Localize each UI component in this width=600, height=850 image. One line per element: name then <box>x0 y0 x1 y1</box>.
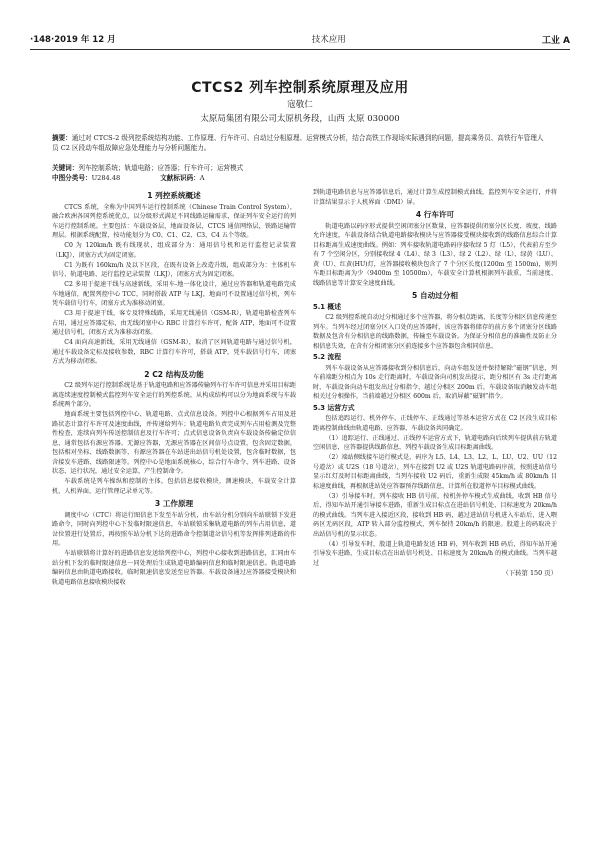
metadata <box>52 163 243 183</box>
affiliation: 太原局集团有限公司太原机务段，山西 太原 030000 <box>200 114 400 124</box>
abstract <box>52 133 548 153</box>
keywords-text: 列车控制系统；轨道电路；应答器；行车许可；运营模式 <box>78 164 244 172</box>
page-header <box>30 32 570 46</box>
right-subsection-heading: 5.3 运营方式 <box>313 403 355 412</box>
left-paragraph: C3 用于提速干线、客专及特殊线路，采用无线通信（GSM-R），轨道电路检查列车占用，通过应答器定标，由无线闭塞中心 RBC 计算行车许可，配备 ATP，地面可不设置通过信号机，闭塞方式为准移动闭塞。 <box>52 310 296 336</box>
clc-label: 中图分类号： <box>52 174 92 182</box>
keywords <box>52 163 243 173</box>
right-section-heading: 5 自动过分相 <box>412 291 458 300</box>
left-paragraph: C0 为 120km/h 既有线现状，组成部分为：通用信号机和运行监控记录装置（LKJ），闭塞方式为固定闭塞。 <box>52 242 296 259</box>
continued-note: （下转第 150 页） <box>502 568 557 577</box>
left-paragraph: C1 为既有 160km/h 及以下区段，在既有设备上改造升级，组成部分为：主体机车信号、轨道电路、运行监控记录装置（LKJ），闭塞方式为固定闭塞。 <box>52 261 296 278</box>
right-paragraph: 列车车载设备从应答器接收到分相信息后，向动车组发送并保持解除“磁钢”信息，列车前端距分相点为 10s 走行距离时，车载设备向司机发出提示，距分相区有 3s 走行距离时，车载设备向动车组发出过分相指令，越过分相区 200m 后，车载设备取消触发动车组相关过分相操作，当前端越过分相区 600m 后，取消屏蔽“磁钢”指令。 <box>313 364 557 400</box>
right-paragraph: 到轨道电路信息与应答器信息后，通过计算生成控制模式曲线，监控列车安全运行，并将计算结果显示于人机界面（DMI）屏。 <box>313 189 557 206</box>
left-section-heading: 1 列控系统概述 <box>147 191 201 200</box>
left-section-heading: 2 C2 结构及功能 <box>144 369 204 379</box>
right-subsection-heading: 5.1 概述 <box>313 302 342 311</box>
left-paragraph: C2 多用于提速干线与高速新线，采用车-地一体化设计，通过应答器和轨道电路完成车地通信，配置列控中心 TCC，同时搭载 ATP 与 LKJ，地面可不设置通过信号机，列车凭车载信号行车，闭塞方式为准移动闭塞。 <box>52 281 296 307</box>
paper-title: CTCS2 列车控制系统原理及应用 <box>191 80 409 96</box>
left-paragraph: CTCS 系统，全称为中国列车运行控制系统（Chinese Train Control System），融合欧洲各国列控系统优点，以分级形式满足不同线路运输需求，保证列车安全运行的列车运行控制系统。主要包括：车载设备层，地面设备层，CTCS 通信网络层，铁路运输管理层。根据系统配置，按功能划分为 C0、C1、C2、C3、C4 五个等级。 <box>52 203 296 239</box>
page-number-date: ·148·2019 年 12 月 <box>30 35 116 45</box>
header-rule <box>30 49 570 50</box>
right-paragraph: 包括追踪运行、机外停车、正线停车、正线通过等基本运营方式在 C2 区段生成目标距离控制曲线由轨道电路、应答器、车载设备共同确定。 <box>313 415 557 432</box>
right-paragraph: （1）追踪运行、正线通过、正线停车运营方式下，轨道电路向后续列车提供前方轨道空闲信息，应答器提供线路信息，列控车载设备生成目标距离曲线。 <box>313 434 557 451</box>
right-paragraph: （3）引导接车时，列车接收 HB 信号前，按机外停车模式生成曲线，收到 HB 信号后，得知车站开通引导接车进路，重新生成目标点在进站信号机处、目标速度为 20km/h 的模式曲线。当列车进入接近区段，接收到 HB 码，越过进站信号机进入车站后，进入喂码区无码区段，ATP 转入部分监控模式，列车保持 20km/h 的限速。股道上的码取决于出站信号机的显示状态。 <box>313 492 557 538</box>
doc-code-value: A <box>199 174 205 182</box>
abstract-text: 通过对 CTCS-2 级列控系统结构功能、工作原理、行车许可、自动过分相原理、运营模式分析，结合高铁工作现场实际遇到的问题，提高乘务员、高铁行车管理人员 C2 区段动车组故障应急处理能力与分析问题能力。 <box>52 134 544 152</box>
section-label: 技术应用 <box>311 35 346 45</box>
right-paragraph: C2 级列控系统自动过分相通过多个应答器，将分相点距离、长度等分相区信息传递至列车。当列车经过闭塞分区入口处的应答器时，该应答器将储存的前方多个闭塞分区线路数据及包含有分相信息的线路数据，传输至车载设备。为保证分相信息的准确性及防止分相信息失效，在含有分相闭塞分区前连接多个应答器包含相同信息。 <box>313 314 557 350</box>
left-paragraph: C2 级列车运行控制系统是基于轨道电路和应答器传输列车行车许可信息并采用目标距离连续速度控制模式监控列车安全运行的列控系统。从构成结构可以分为地面系统与车载系统两个部分。 <box>52 382 296 408</box>
classification <box>52 173 243 183</box>
left-paragraph: 调度中心（CTC）将运行图信息下发至车站分机，由车站分机分别向车站联锁下发进路命令，同时向列控中心下发临时限速信息，车站联锁采集轨道电路的列车占用信息，道岔位置进行处置后，再按照车站分机下达的进路命令控制道岔信号机等发挥排列进路的作用。 <box>52 511 296 547</box>
left-paragraph: 车站联锁将计算好的进路信息发送给列控中心，列控中心接收到进路信息，汇同由车站分机下发的临时限速信息一同处理后生成轨道电路编码信息和临时限速信息。轨道电路编码信息由轨道电路接收，临时限速信息发送至应答器。车载设备通过应答器接受模块和轨道电路信息接收模块接收 <box>52 550 296 586</box>
right-paragraph: 轨道电路以码序形式提供空闲闭塞分区数量，应答器提供闭塞分区长度、坡度、线路允许速度，车载设备结合轨道电路接收模块与应答器接受模块接收到的线路信息综合计算目标距离生成速度曲线。例如：列车接收轨道电路码序接收绿 5 灯（L5），代表前方至少有 7 个空闲分区，分别接收绿 4（L4）、绿 3（L3）、绿 2（L2）、绿（L）、绿黄（LU）、黄（U）、红黄(HU)灯，应答器接收模块包含了 7 个分区长度(1200m 至 1500m)，则列车距目标距离为少（9400m 至 10500m），车载安全计算机根据列车载重、当前速度、线路信息等计算安全速度曲线。 <box>313 222 557 287</box>
keywords-label: 关键词： <box>52 164 79 172</box>
abstract-label: 摘要： <box>52 134 72 142</box>
left-paragraph: 地面系统主要包括列控中心、轨道电路、点式信息设备。列控中心根据列车占用及进路状态计算行车许可及速度曲线，并传递给列车；轨道电路负责完成列车占用检测及完整性检查，连续向列车传送控制信息及行车许可；点式信息设备负责向车载设备传输定位信息，通常包括有源应答器、无源应答器，无源应答器在区间信号点设置，包含固定数据，包括相对坐标、线路数据等，有源应答器在车站进出站信号机处设置，包含临时数据，包含接发车进路、线路限速等。列控中心是地面系统核心，综合行车命令、列车进路、设备状态、运行状况，通过安全运算，产生控制命令。 <box>52 411 296 475</box>
left-paragraph: C4 面向高速新线，采用无线通信（GSM-R），取消了区间轨道电路与通过信号机，通过车载设备定标及接收参数，RBC 计算行车许可，搭载 ATP，凭车载信号行车，闭塞方式为移动闭塞。 <box>52 339 296 365</box>
author: 寇敬仁 <box>287 100 313 110</box>
left-paragraph: 车载系统是列车操纵和控制的主体，包括信息接收模块，测速模块，车载安全计算机，人机界面、运行管理记录单元等。 <box>52 478 296 495</box>
doc-code-label: 文献标识码： <box>160 174 200 182</box>
left-column <box>52 188 296 588</box>
right-subsection-heading: 5.2 流程 <box>313 353 342 361</box>
right-column <box>313 188 557 578</box>
right-paragraph: （2）端站侧线接车运行模式是，码序为 L5、L4、L3、L2、L、LU、U2、UU（12 号道岔）或 U2S（18 号道岔），列车在接到 U2 或 U2S 轨道电路码序前，按照进站信号显示红灯及时目标距离曲线，当列车接收 U2 码后，重新生成限 45km/h 或 80km/h 目标速度曲线，再根据进站处应答器预存线路信息，计算所在股道停车目标模式曲线。 <box>313 454 557 490</box>
clc-value: U284.48 <box>91 174 121 182</box>
left-section-heading: 3 工作原理 <box>154 499 194 508</box>
journal-name: 工业 A <box>541 35 570 46</box>
right-section-heading: 4 行车许可 <box>415 210 455 219</box>
right-paragraph: （4）引导发车时，股道上轨道电路发送 HB 码，列车收到 HB 码后，得知车站开通引导发车进路，生成目标点在出站信号机处、目标速度为 20km/h 的模式曲线。当列车越过 <box>313 540 557 567</box>
